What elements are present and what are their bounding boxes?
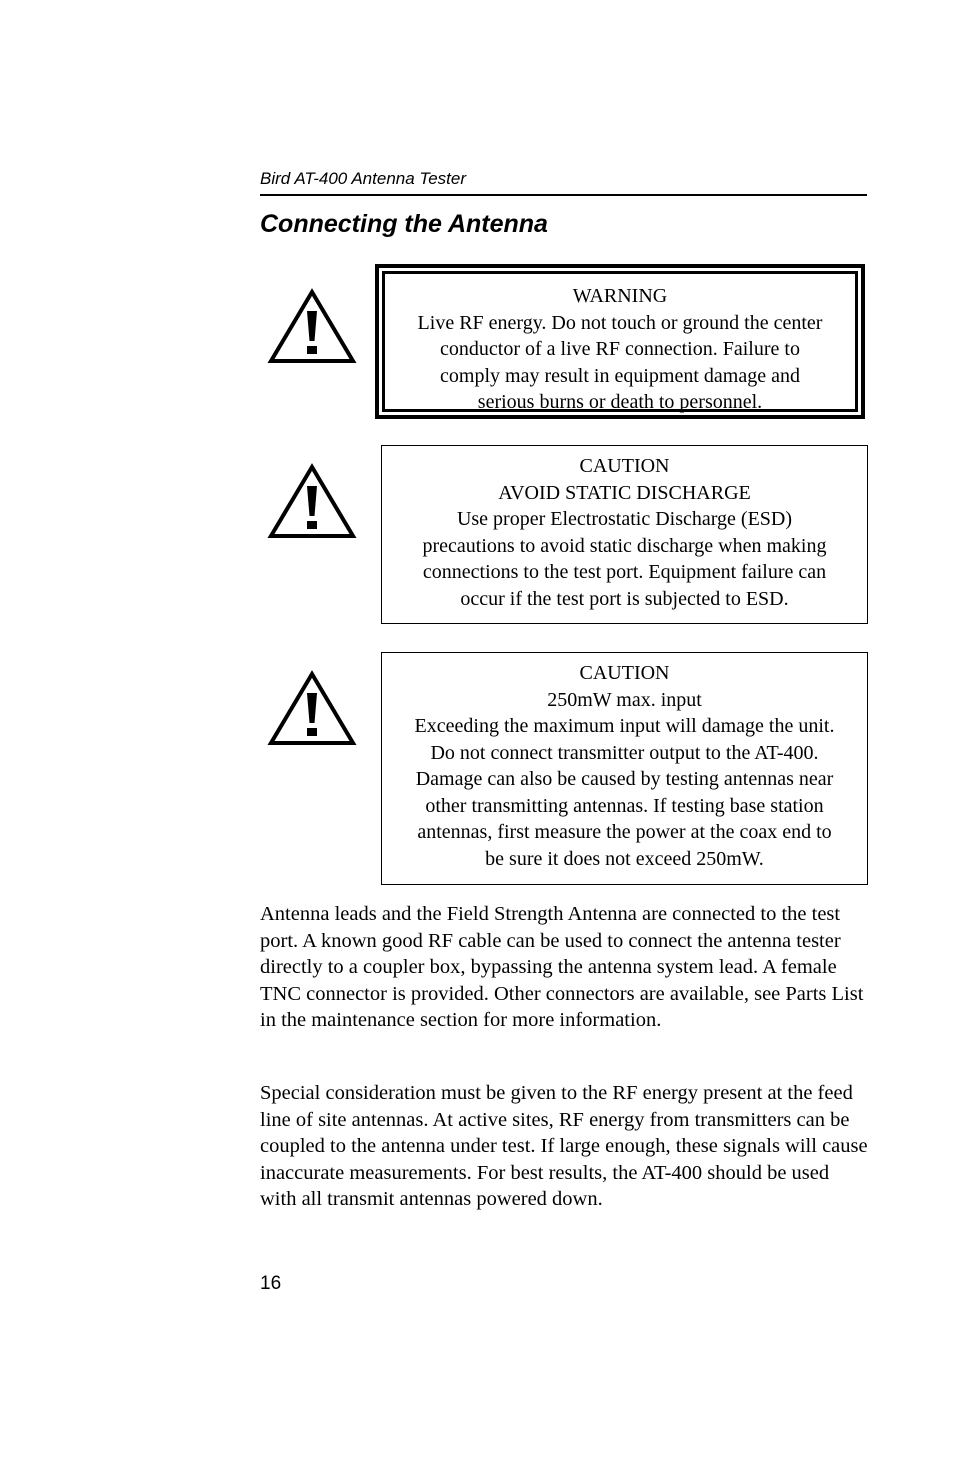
notice-line: occur if the test port is subjected to ESD. — [460, 587, 789, 610]
notice-line: Do not connect transmitter output to the AT-400. — [430, 741, 819, 764]
warning-triangle-icon — [266, 287, 358, 367]
notice-title: CAUTION — [579, 455, 670, 477]
notice-line: Exceeding the maximum input will damage the unit. — [414, 715, 835, 737]
notice-line: other transmitting antennas. If testing base station — [425, 794, 824, 817]
body-paragraph: Antenna leads and the Field Strength Antenna are connected to the test port. A known good RF cable can be used to connect the antenna tester directly to a coupler box, bypassing the antenna system lead. A female TNC connector is provided. Other connectors are available, see Parts List in the maintenance section for more information. — [260, 903, 864, 1032]
esd-caution-notice — [381, 445, 868, 624]
section-title: Connecting the Antenna — [260, 210, 548, 238]
notice-line: precautions to avoid static discharge when making — [422, 534, 827, 557]
warning-triangle-icon — [266, 669, 358, 749]
body-paragraph: Special consideration must be given to the RF energy present at the feed line of site antennas. At active sites, RF energy from transmitters can be coupled to the antenna under test. If large enough, these signals will cause inaccurate measurements. For best results, the AT-400 should be used with all transmit antennas powered down. — [260, 1082, 868, 1211]
notice-title: CAUTION — [579, 662, 670, 684]
notice-line: conductor of a live RF connection. Failure to — [440, 338, 800, 360]
notice-line: Live RF energy. Do not touch or ground the center — [417, 311, 823, 334]
notice-line: Damage can also be caused by testing antennas near — [415, 768, 834, 790]
notice-line: be sure it does not exceed 250mW. — [485, 847, 764, 870]
notice-subtitle: AVOID STATIC DISCHARGE — [498, 481, 751, 504]
warning-triangle-icon — [266, 462, 358, 542]
notice-line: antennas, first measure the power at the coax end to — [417, 821, 832, 843]
notice-subtitle: 250mW max. input — [547, 688, 702, 711]
page-number: 16 — [260, 1273, 282, 1294]
warning-notice — [375, 264, 865, 419]
notice-line: serious burns or death to personnel. — [477, 391, 763, 413]
notice-line: Use proper Electrostatic Discharge (ESD) — [456, 508, 793, 530]
running-header: Bird AT-400 Antenna Tester — [260, 168, 867, 196]
notice-line: comply may result in equipment damage and — [440, 364, 800, 387]
notice-title: WARNING — [572, 285, 668, 307]
notice-line: connections to the test port. Equipment failure can — [422, 561, 827, 583]
max-input-caution-notice — [381, 652, 868, 885]
